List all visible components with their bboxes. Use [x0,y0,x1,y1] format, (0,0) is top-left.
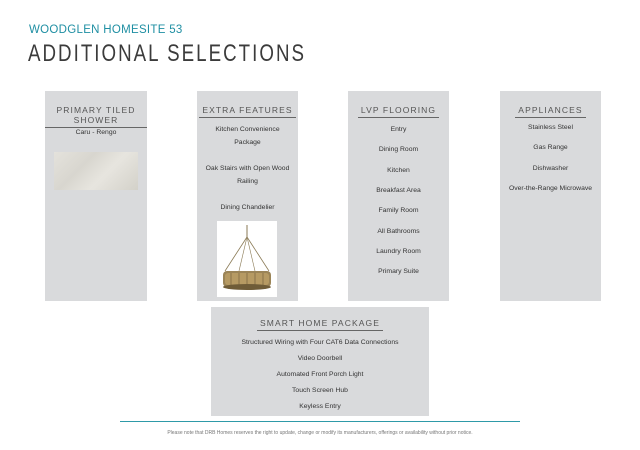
list-item: All Bathrooms [377,228,420,235]
card-heading: APPLIANCES [515,105,585,118]
list-item: Automated Front Porch Light [276,371,364,378]
shower-tile-name: Caru - Rengo [75,129,117,136]
list-item: Keyless Entry [299,403,341,410]
list-item: Touch Screen Hub [292,387,348,394]
list-item: Entry [390,126,407,133]
list-item: Dining Room [378,146,419,153]
card-lvp-flooring [348,91,449,301]
footer-divider [120,421,520,422]
list-item: Kitchen Convenience [215,126,280,133]
card-heading: LVP FLOORING [358,105,439,118]
card-heading: PRIMARY TILED SHOWER [45,105,147,128]
list-item: Laundry Room [376,248,421,255]
list-item: Dining Chandelier [220,204,275,211]
card-smart-home-package [211,307,429,416]
list-item: Video Doorbell [297,355,343,362]
list-item: Breakfast Area [376,187,421,194]
list-item: Stainless Steel [528,124,573,131]
list-item: Kitchen [387,167,410,174]
chandelier-icon [217,221,277,297]
card-extra-features [197,91,298,301]
homesite-label: WOODGLEN HOMESITE 53 [29,24,183,36]
card-heading: EXTRA FEATURES [199,105,295,118]
list-item: Gas Range [533,144,568,151]
card-appliances [500,91,601,301]
list-item: Family Room [378,207,419,214]
list-item: Structured Wiring with Four CAT6 Data Connections [241,339,399,346]
tile-swatch-image [54,152,138,190]
list-item: Oak Stairs with Open Wood [205,165,290,172]
list-item: Package [234,139,261,146]
chandelier-image [217,221,277,297]
list-item: Over-the-Range Microwave [508,185,593,192]
list-item: Railing [237,178,258,185]
disclaimer-text: Please note that DRB Homes reserves the right to update, change or modify its manufacturers, offerings or availability without prior notice. [167,430,473,436]
list-item: Primary Suite [378,268,419,275]
card-primary-tiled-shower [45,91,147,301]
list-item: Dishwasher [532,165,569,172]
page-title: ADDITIONAL SELECTIONS [28,40,307,67]
card-heading: SMART HOME PACKAGE [257,318,383,331]
